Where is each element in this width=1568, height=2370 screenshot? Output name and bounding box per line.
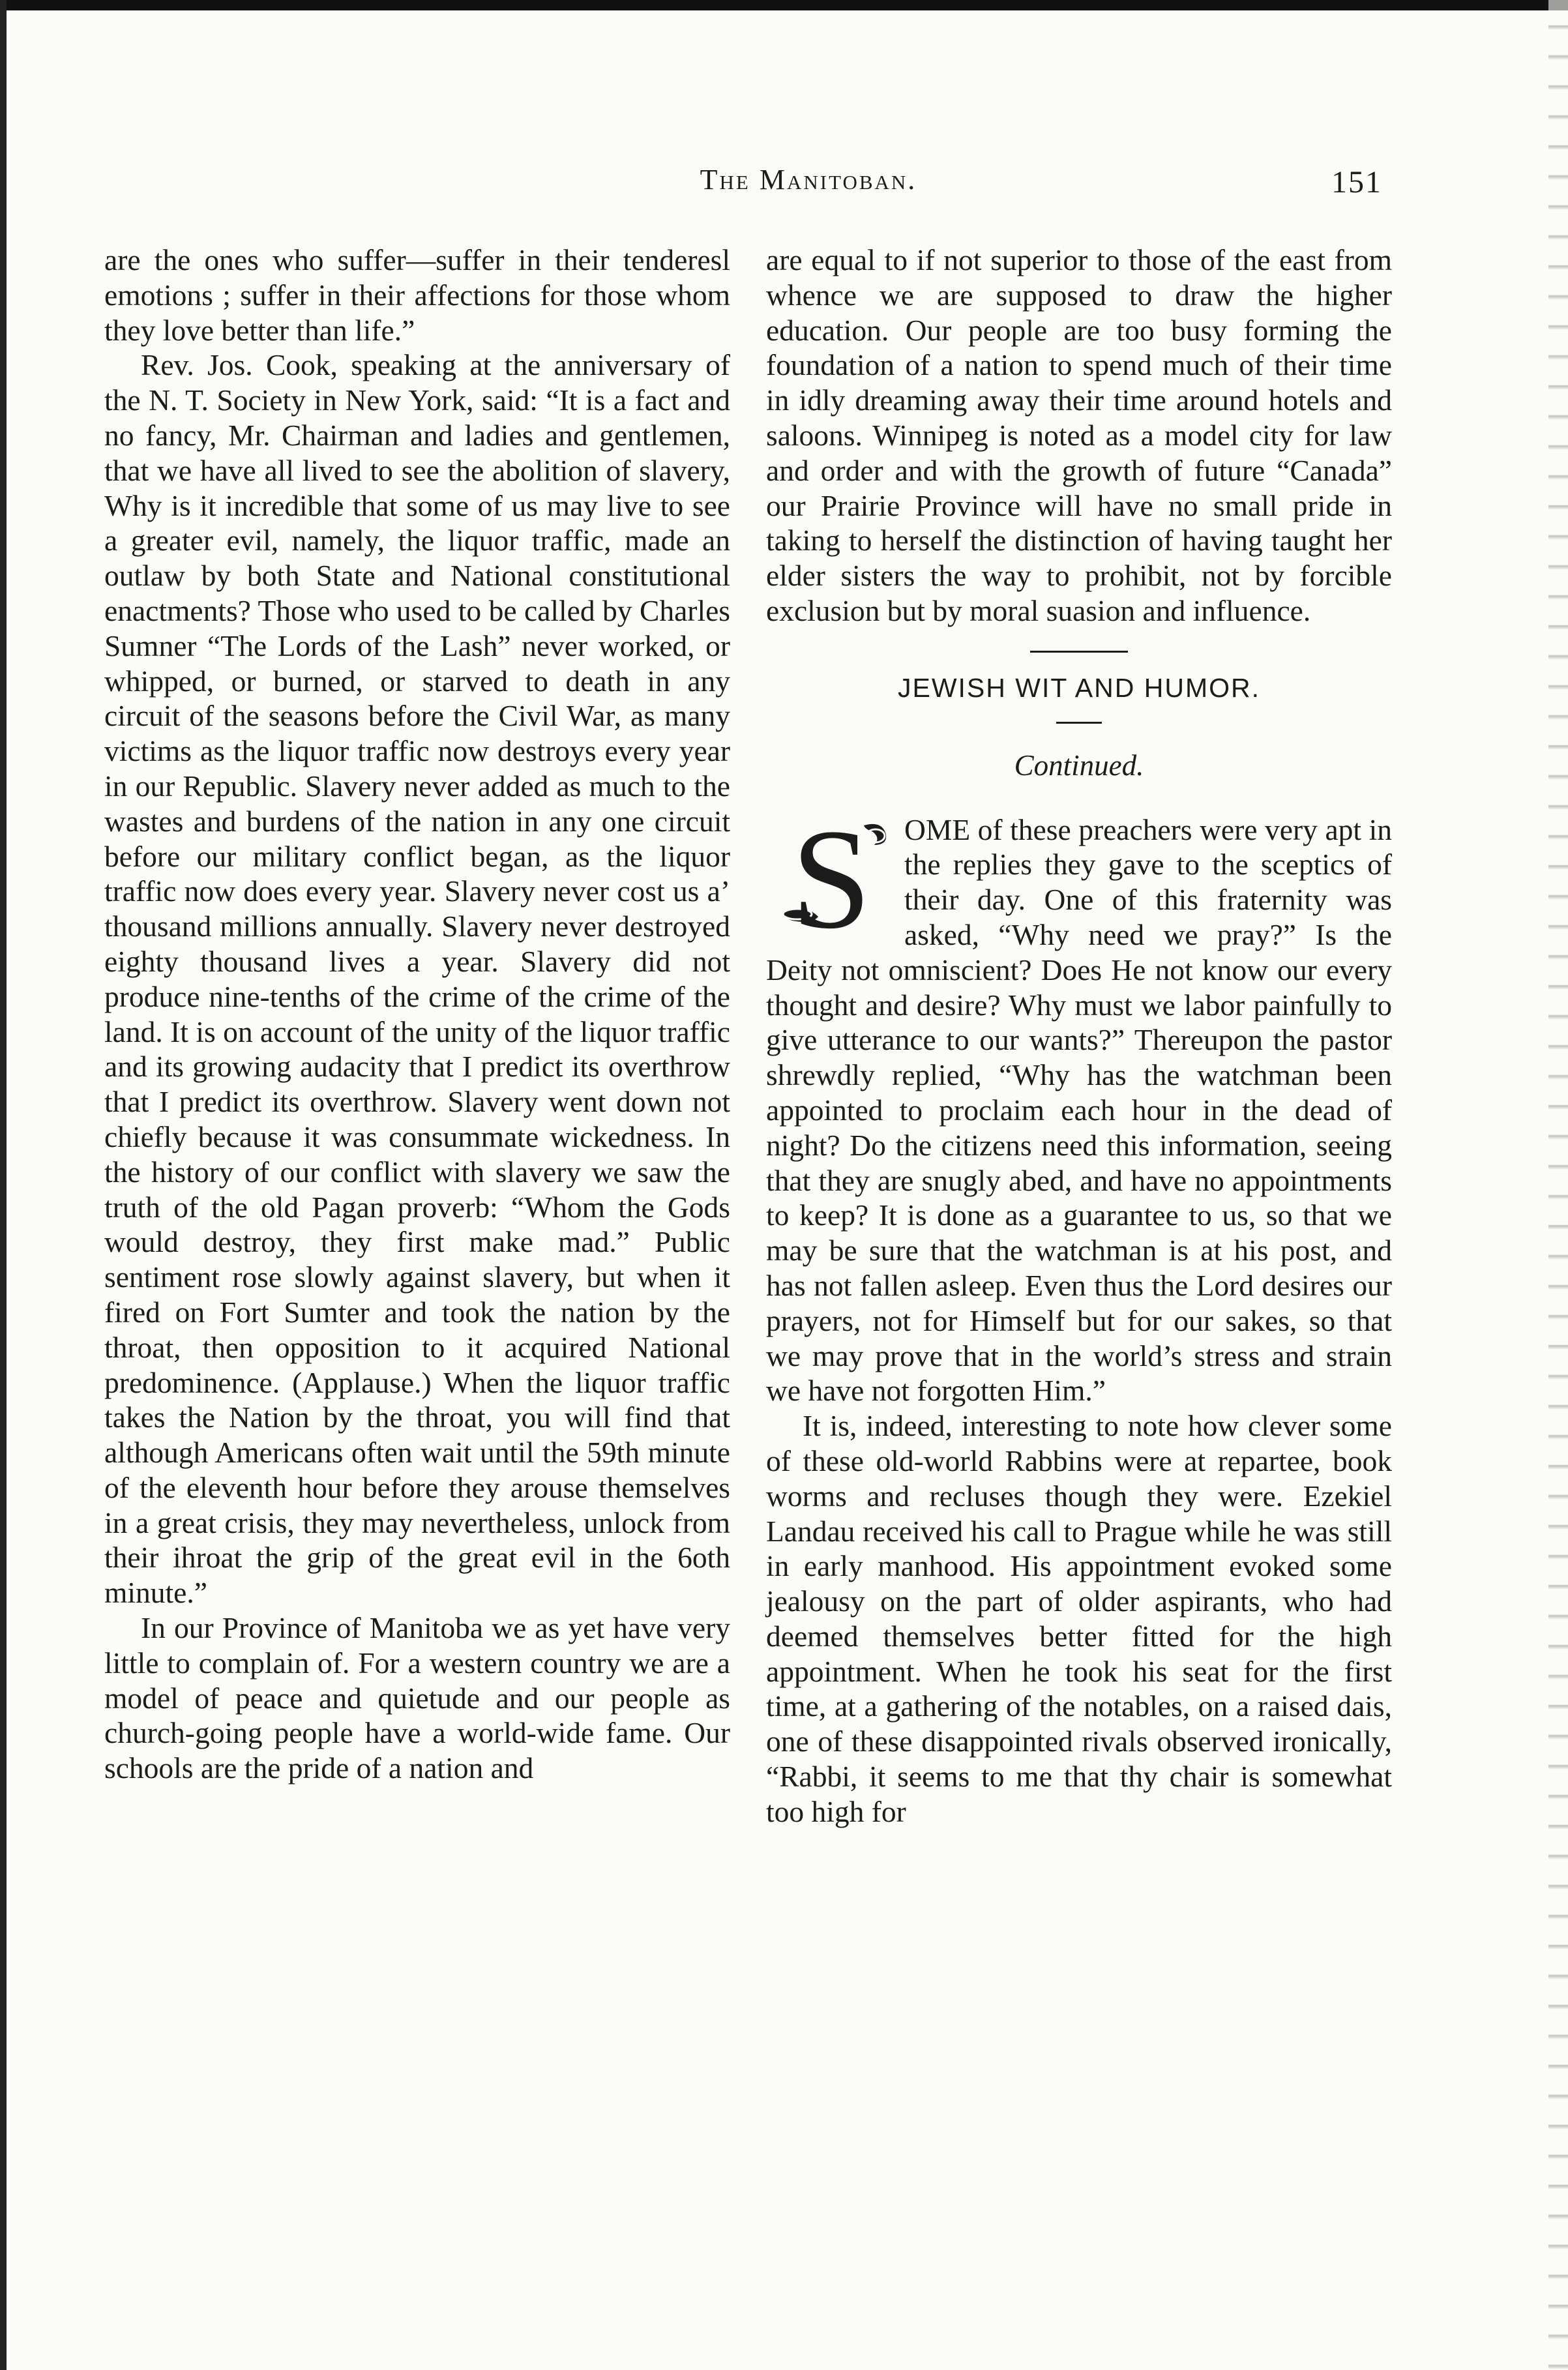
article-heading: JEWISH WIT AND HUMOR. xyxy=(897,672,1261,703)
right-paragraph-2-text: of these preachers were very apt in the replies they gave to the sceptics of their day. One of this fraternity was asked, “Why need we pray?” Is the Deity not omniscient? Does He not know our every thought and desire? Why must we labor painfully to give utterance to our wants?” Thereupon the pastor shrewdly replied, “Why has the watchman been appointed to proclaim each hour in the dead of night? Do the citizens need this information, seeing that they are snugly abed, and have no appointments to keep? It is done as a guarantee to us, so that we may be sure that the watchman is at his post, and has not fallen asleep. Even thus the Lord desires our prayers, not for Himself but for our sakes, so that we may prove that in the world’s stress and strain we have not forgotten Him.” xyxy=(766,812,1392,1408)
page-edge-left xyxy=(0,0,7,2370)
section-rule-top xyxy=(1030,651,1128,653)
left-paragraph-3: In our Province of Manitoba we as yet have very little to complain of. For a western country we are a model of peace and quietude and our people as church-going people have a world-wide fame. Our schools are the pride of a nation and xyxy=(104,1611,730,1785)
left-paragraph-2: Rev. Jos. Cook, speaking at the anniversary of the N. T. Society in New York, said: “It is a fact and no fancy, Mr. Chairman and ladies and gentlemen, that we have all lived to see the abolition of slavery, Why is it incredible that some of us may live to see a greater evil, namely, the liquor traffic, made an outlaw by both State and National constitutional enactments? Those who used to be called by Charles Sumner “The Lords of the Lash” never worked, or whipped, or burned, or starved to death in any circuit of the seasons before the Civil War, as many victims as the liquor traffic now destroys every year in our Republic. Slavery never added as much to the wastes and burdens of the nation in any one circuit before our military conflict began, as the liquor traffic now does every year. Slavery never cost us a’ thousand millions annually. Slavery never destroyed eighty thousand lives a year. Slavery did not produce nine-tenths of the crime of the crime of the land. It is on account of the unity of the liquor traffic and its growing audacity that I predict its overthrow that I predict its overthrow. Slavery went down not chiefly because it was consummate wickedness. In the history of our conflict with slavery we saw the truth of the old Pagan proverb: “Whom the Gods would destroy, they first make mad.” Public sentiment rose slowly against slavery, but when it fired on Fort Sumter and took the nation by the throat, then opposition to it acquired National predominence. (Applause.) When the liquor traffic takes the Nation by the throat, you will find that although Americans often wait until the 59th minute of the eleventh hour before they arouse themselves in a great crisis, they may nevertheless, unlock from their ihroat the grip of the great evil in the 6oth minute.” xyxy=(104,348,730,1610)
article-subheading: Continued. xyxy=(1014,748,1144,782)
section-rule-bottom xyxy=(1056,722,1102,724)
running-head xyxy=(104,156,1382,215)
right-paragraph-3: It is, indeed, interesting to note how clever some of these old-world Rabbins were at repartee, book worms and recluses though they were. Ezekiel Landau received his call to Prague while he was still in early manhood. His appointment evoked some jealousy on the part of older aspirants, who had deemed themselves better fitted for the high appointment. When he took his seat for the first time, at a gathering of the notables, on a raised dais, one of these disappointed rivals observed ironically, “Rabbi, it seems to me that thy chair is somewhat too high for xyxy=(766,1409,1392,1828)
dropcap-flourish-icon xyxy=(766,812,896,943)
left-paragraph-1: are the ones who suffer—suffer in their tenderesl emotions ; suffer in their affections for those whom they love better than life.” xyxy=(104,243,730,347)
ornamental-dropcap xyxy=(766,812,896,943)
running-title: The Manitoban. xyxy=(700,164,917,196)
right-column xyxy=(766,243,1392,1829)
page-edge-right xyxy=(1548,0,1568,2370)
left-column xyxy=(104,243,730,1786)
dropcap-letter: S xyxy=(791,812,872,943)
page-number: 151 xyxy=(1331,165,1382,200)
dropcap-paragraph xyxy=(766,812,1392,1409)
page-edge-top xyxy=(0,0,1568,10)
right-paragraph-1: are equal to if not superior to those of the east from whence we are supposed to draw the higher education. Our people are too busy forming the foundation of a nation to spend much of their time in idly dreaming away their time around hotels and saloons. Winnipeg is noted as a model city for law and order and with the growth of future “Canada” our Prairie Province will have no small pride in taking to herself the distinction of having taught her elder sisters the way to prohibit, not by forcible exclusion but by moral suasion and influence. xyxy=(766,243,1392,627)
dropcap-lead: OME xyxy=(904,812,971,846)
